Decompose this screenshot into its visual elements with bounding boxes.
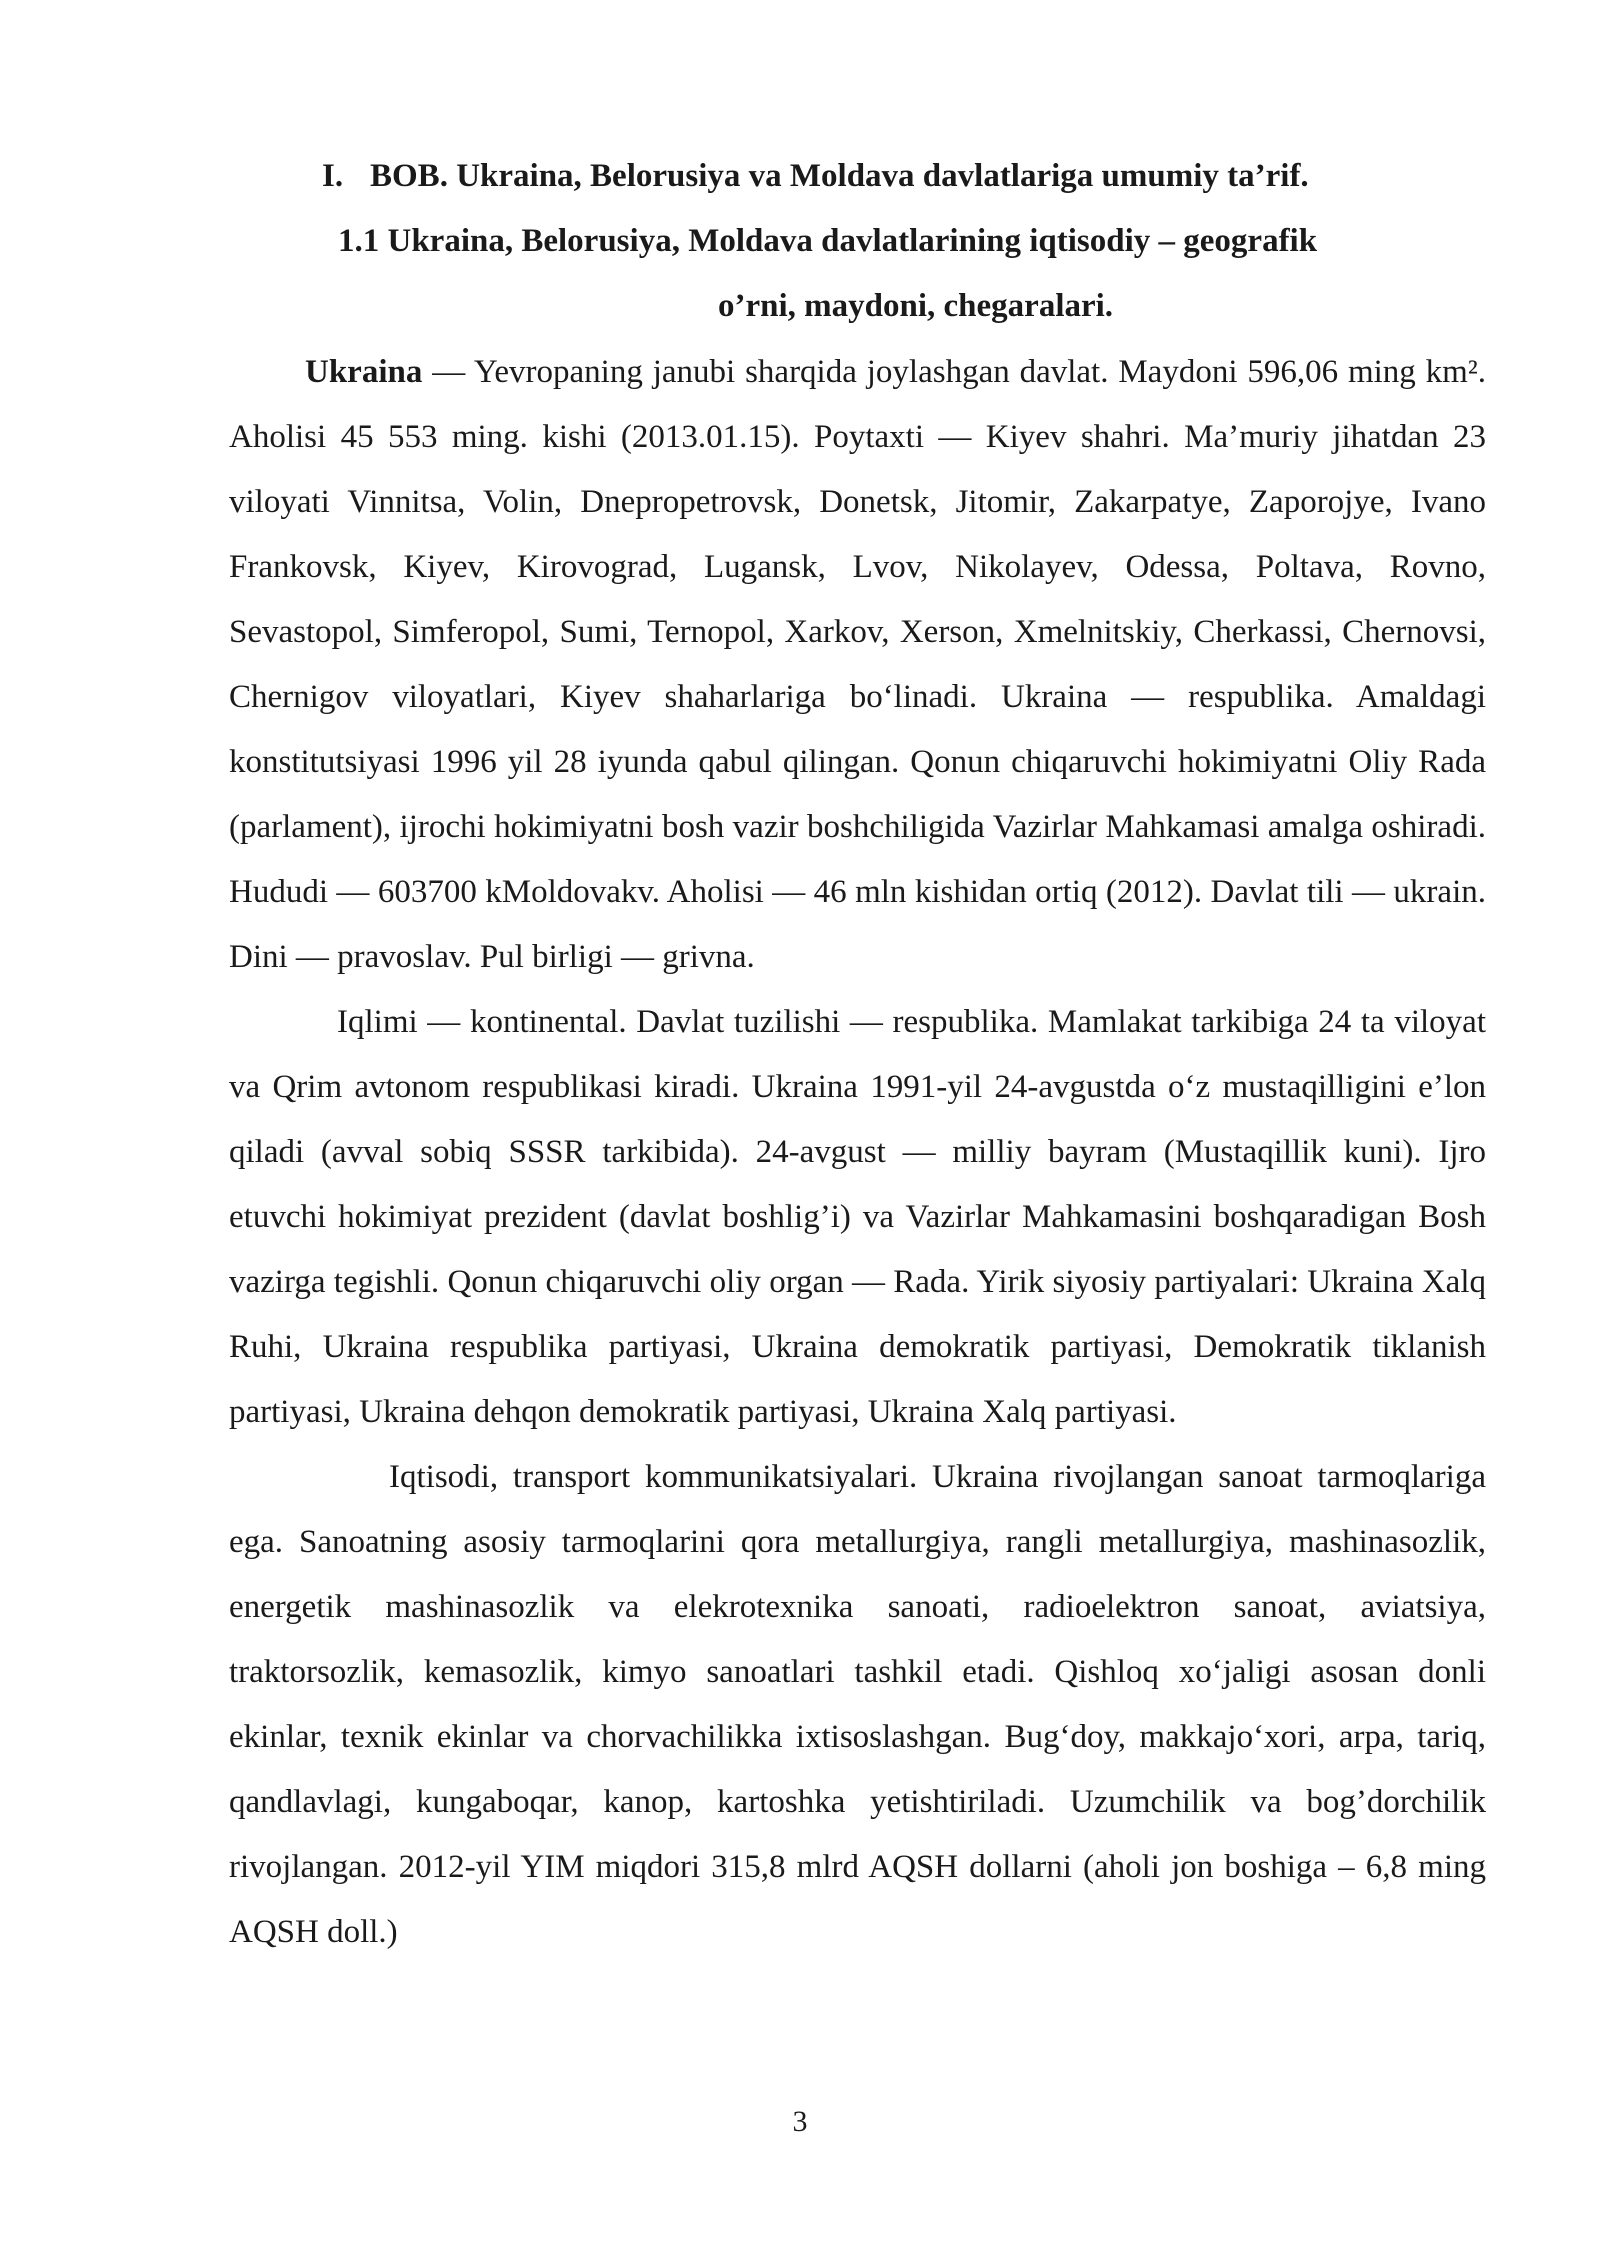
section-title-line-1: 1.1 Ukraina, Belorusiya, Moldava davlatlarining iqtisodiy – geografik xyxy=(338,223,1318,259)
paragraph-ukraina-overview xyxy=(229,340,1486,990)
chapter-title xyxy=(322,156,1309,196)
term-ukraina: Ukraina xyxy=(305,354,423,390)
section-title-line-2: o’rni, maydoni, chegaralari. xyxy=(718,288,1114,324)
chapter-number: I. xyxy=(322,158,344,194)
paragraph-climate-government: Iqlimi — kontinental. Davlat tuzilishi — respublika. Mamlakat tarkibiga 24 ta viloyat va Qrim avtonom respublikasi kiradi. Ukraina 1991-yil 24-avgustda o‘z mustaqilligini e’lon qiladi (avval sobiq SSSR tarkibida). 24-avgust — milliy bayram (Mustaqillik kuni). Ijro etuvchi hokimiyat prezident (davlat boshlig’i) va Vazirlar Mahkamasini boshqaradigan Bosh vazirga tegishli. Qonun chiqaruvchi oliy organ — Rada. Yirik siyosiy partiyalari: Ukraina Xalq Ruhi, Ukraina respublika partiyasi, Ukraina demokratik partiyasi, Demokratik tiklanish partiyasi, Ukraina dehqon demokratik partiyasi, Ukraina Xalq partiyasi. xyxy=(229,1004,1486,1430)
paragraph-ukraina-overview-text: — Yevropaning janubi sharqida joylashgan davlat. Maydoni 596,06 ming km². Aholisi 45 553 ming. kishi (2013.01.15). Poytaxti — Kiyev shahri. Ma’muriy jihatdan 23 viloyati Vinnitsa, Volin, Dnepropetrovsk, Donetsk, Jitomir, Zakarpatye, Zaporojye, Ivano Frankovsk, Kiyev, Kirovograd, Lugansk, Lvov, Nikolayev, Odessa, Poltava, Rovno, Sevastopol, Simferopol, Sumi, Ternopol, Xarkov, Xerson, Xmelnitskiy, Cherkassi, Chernovsi, Chernigov viloyatlari, Kiyev shaharlariga bo‘linadi. Ukraina — respublika. Amaldagi konstitutsiyasi 1996 yil 28 iyunda qabul qilingan. Qonun chiqaruvchi hokimiyatni Oliy Rada (parlament), ijrochi hokimiyatni bosh vazir boshchiligida Vazirlar Mahkamasi amalga oshiradi. Hududi — 603700 kMoldovakv. Aholisi — 46 mln kishidan ortiq (2012). Davlat tili — ukrain. Dini — pravoslav. Pul birligi — grivna. xyxy=(229,354,1486,975)
body-text xyxy=(229,340,1486,1965)
chapter-title-text: BOB. Ukraina, Belorusiya va Moldava davlatlariga umumiy ta’rif. xyxy=(370,158,1309,194)
paragraph-economy-transport: Iqtisodi, transport kommunikatsiyalari. Ukraina rivojlangan sanoat tarmoqlariga ega. Sanoatning asosiy tarmoqlarini qora metallurgiya, rangli metallurgiya, mashinasozlik, energetik mashinasozlik va elekrotexnika sanoati, radioelektron sanoat, aviatsiya, traktorsozlik, kemasozlik, kimyo sanoatlari tashkil etadi. Qishloq xo‘jaligi asosan donli ekinlar, texnik ekinlar va chorvachilikka ixtisoslashgan. Bug‘doy, makkajo‘xori, arpa, tariq, qandlavlagi, kungaboqar, kanop, kartoshka yetishtiriladi. Uzumchilik va bog’dorchilik rivojlangan. 2012-yil YIM miqdori 315,8 mlrd AQSH dollarni (aholi jon boshiga – 6,8 ming AQSH doll.) xyxy=(229,1459,1486,1950)
page-number: 3 xyxy=(792,2105,808,2138)
